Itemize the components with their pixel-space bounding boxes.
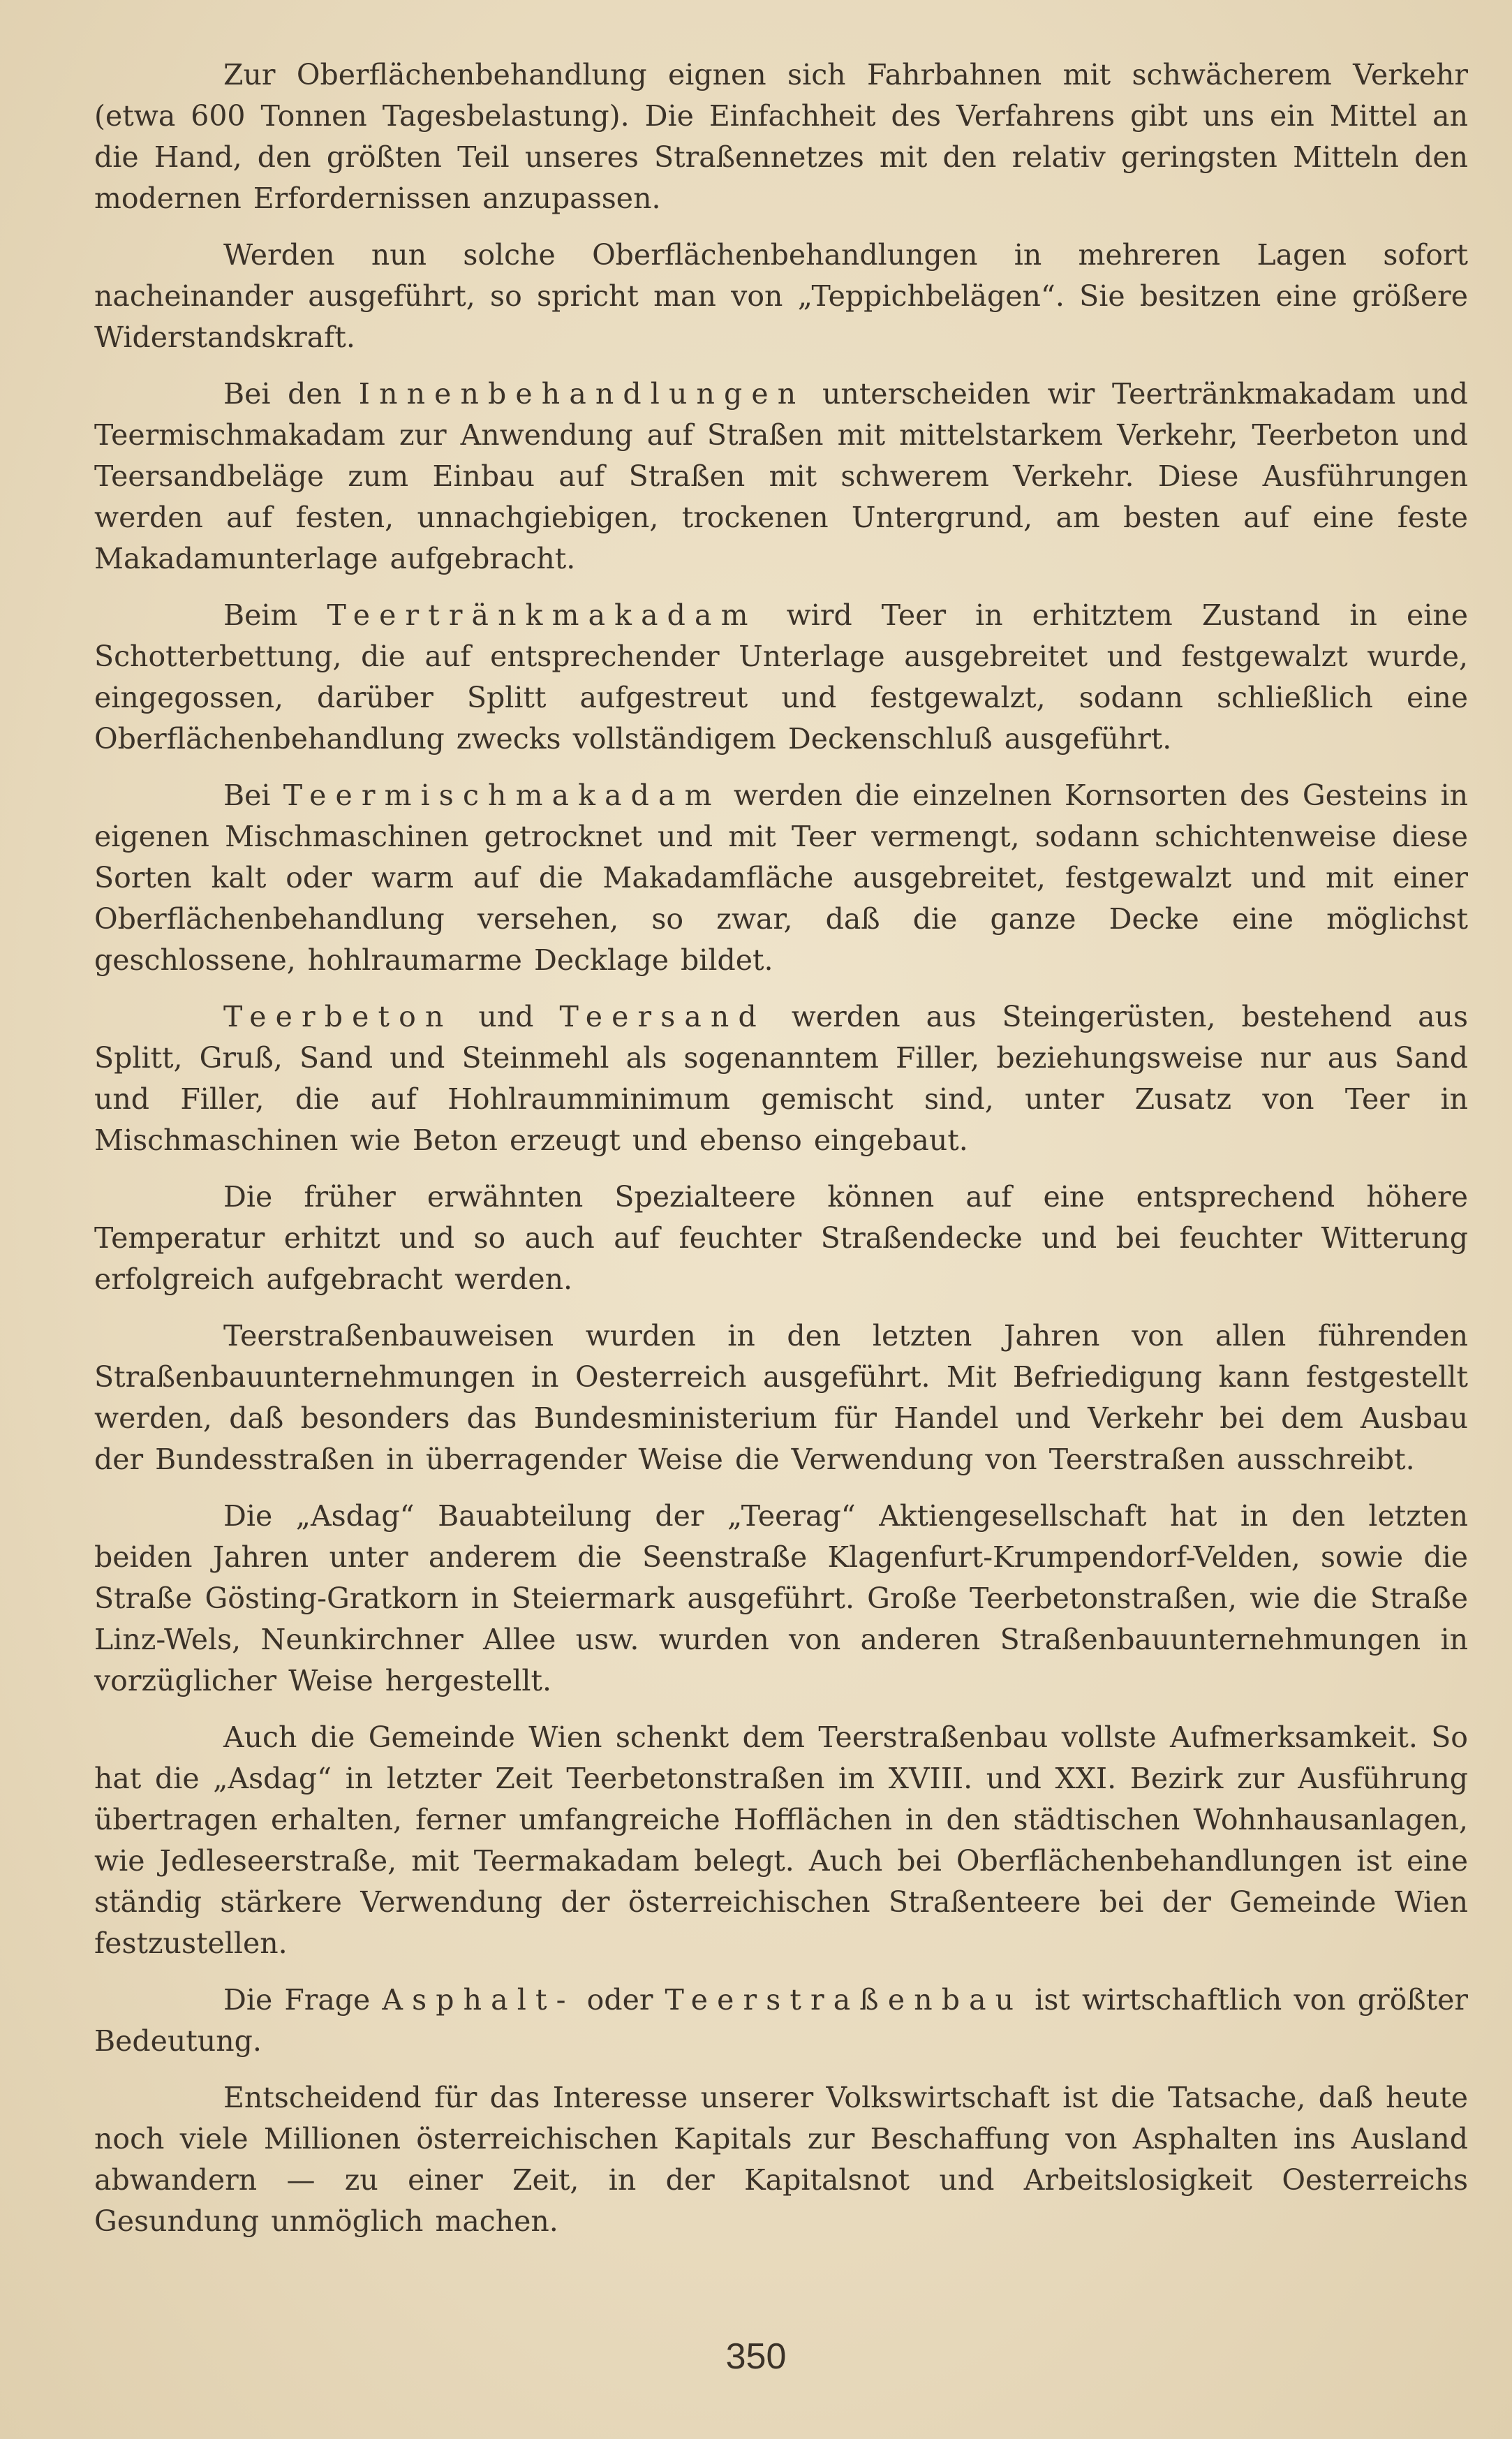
paragraph-text: Werden nun solche Oberflächenbehandlungen in mehreren Lagen sofort nacheinander ausgeführt, so spricht man von „Teppichbelägen“. Sie besitzen eine größere Widerstandskraft. xyxy=(94,238,1468,354)
paragraph-text-rest: wird Teer in erhitztem Zustand in eine Schotterbettung, die auf entsprechender Unterlage ausgebreitet und festgewalzt wurde, eingegossen, darüber Splitt aufgestreut und festgewalzt, sodann schließlich eine Oberflächenbehandlung zwecks vollständigem Deckenschluß ausgeführt. xyxy=(94,598,1468,756)
paragraph-4 xyxy=(94,595,1468,760)
paragraph-text-lead: Bei den xyxy=(223,377,359,411)
spaced-term-2: Teersand xyxy=(559,1000,766,1033)
paragraph-text: Teerstraßenbauweisen wurden in den letzten Jahren von allen führenden Straßenbauunternehmungen in Oesterreich ausgeführt. Mit Befriedigung kann festgestellt werden, daß besonders das Bundesministerium für Handel und Verkehr bei dem Ausbau der Bundesstraßen in überragender Weise die Verwendung von Teerstraßen ausschreibt. xyxy=(94,1319,1468,1476)
paragraph-text-rest: unterscheiden wir Teertränkmakadam und Teermischmakadam zur Anwendung auf Straßen mit mittelstarkem Verkehr, Teerbeton und Teersandbeläge zum Einbau auf Straßen mit schwerem Verkehr. Diese Ausführungen werden auf festen, unnachgiebigen, trockenen Untergrund, am besten auf eine feste Makadamunterlage aufgebracht. xyxy=(94,377,1468,575)
paragraph-8 xyxy=(94,1316,1468,1480)
paragraph-text-lead: Die Frage xyxy=(223,1983,383,2017)
spaced-term: Teermischmakadam xyxy=(283,779,721,812)
paragraph-9 xyxy=(94,1496,1468,1702)
paragraph-text: Die „Asdag“ Bauabteilung der „Teerag“ Aktiengesellschaft hat in den letzten beiden Jahren unter anderem die Seenstraße Klagenfurt-Krumpendorf-Velden, sowie die Straße Gösting-Gratkorn in Steiermark ausgeführt. Große Teerbetonstraßen, wie die Straße Linz-Wels, Neunkirchner Allee usw. wurden von anderen Straßenbauunternehmungen in vorzüglicher Weise hergestellt. xyxy=(94,1499,1468,1697)
spaced-term: Teertränkmakadam xyxy=(327,598,757,632)
paragraph-text-rest: ist wirtschaftlich von größter Bedeutung. xyxy=(94,1983,1468,2058)
body-text xyxy=(94,54,1468,2257)
paragraph-7 xyxy=(94,1177,1468,1300)
paragraph-text: Auch die Gemeinde Wien schenkt dem Teerstraßenbau vollste Aufmerksamkeit. So hat die „Asdag“ in letzter Zeit Teerbetonstraßen im XVIII. und XXI. Bezirk zur Ausführung übertragen erhalten, ferner umfangreiche Hofflächen in den städtischen Wohnhausanlagen, wie Jedleseerstraße, mit Teermakadam belegt. Auch bei Oberflächenbehandlungen ist eine ständig stärkere Verwendung der österreichischen Straßenteere bei der Gemeinde Wien festzustellen. xyxy=(94,1720,1468,1960)
paragraph-1 xyxy=(94,54,1468,219)
paragraph-text: Entscheidend für das Interesse unserer Volkswirtschaft ist die Tatsache, daß heute noch viele Millionen österreichischen Kapitals zur Beschaffung von Asphalten ins Ausland abwandern — zu einer Zeit, in der Kapitalsnot und Arbeitslosigkeit Oesterreichs Gesundung unmöglich machen. xyxy=(94,2081,1468,2238)
paragraph-12 xyxy=(94,2077,1468,2242)
paragraph-text-lead: Bei xyxy=(223,779,283,812)
paragraph-10 xyxy=(94,1717,1468,1964)
spaced-term: Asphalt- xyxy=(382,1983,575,2017)
paragraph-2 xyxy=(94,235,1468,358)
paragraph-text: Die früher erwähnten Spezialteere können auf eine entsprechend höhere Temperatur erhitzt und so auch auf feuchter Straßendecke und bei feuchter Witterung erfolgreich aufgebracht werden. xyxy=(94,1180,1468,1296)
paragraph-text-mid: oder xyxy=(575,1983,665,2017)
paragraph-6 xyxy=(94,996,1468,1161)
paragraph-text-mid: und xyxy=(452,1000,560,1033)
paragraph-text: Zur Oberflächenbehandlung eignen sich Fahrbahnen mit schwächerem Verkehr (etwa 600 Tonnen Tagesbelastung). Die Einfachheit des Verfahrens gibt uns ein Mittel an die Hand, den größten Teil unseres Straßennetzes mit den relativ geringsten Mitteln den modernen Erfordernissen anzupassen. xyxy=(94,58,1468,215)
paragraph-text-rest: werden aus Steingerüsten, bestehend aus Splitt, Gruß, Sand und Steinmehl als sogenanntem Filler, beziehungsweise nur aus Sand und Filler, die auf Hohlraumminimum gemischt sind, unter Zusatz von Teer in Mischmaschinen wie Beton erzeugt und ebenso eingebaut. xyxy=(94,1000,1468,1157)
page-number: 350 xyxy=(725,2336,787,2377)
paragraph-text-lead: Beim xyxy=(223,598,327,632)
paragraph-text-rest: werden die einzelnen Kornsorten des Gesteins in eigenen Mischmaschinen getrocknet und mit Teer vermengt, sodann schichtenweise diese Sorten kalt oder warm auf die Makadamfläche ausgebreitet, festgewalzt und mit einer Oberflächenbehandlung versehen, so zwar, daß die ganze Decke eine möglichst geschlossene, hohlraumarme Decklage bildet. xyxy=(94,779,1468,977)
paragraph-5 xyxy=(94,775,1468,981)
paragraph-11 xyxy=(94,1980,1468,2062)
spaced-term: Teerbeton xyxy=(223,1000,453,1033)
spaced-term-2: Teerstraßenbau xyxy=(665,1983,1023,2017)
spaced-term: Innenbehandlungen xyxy=(358,377,806,411)
paragraph-3 xyxy=(94,374,1468,580)
